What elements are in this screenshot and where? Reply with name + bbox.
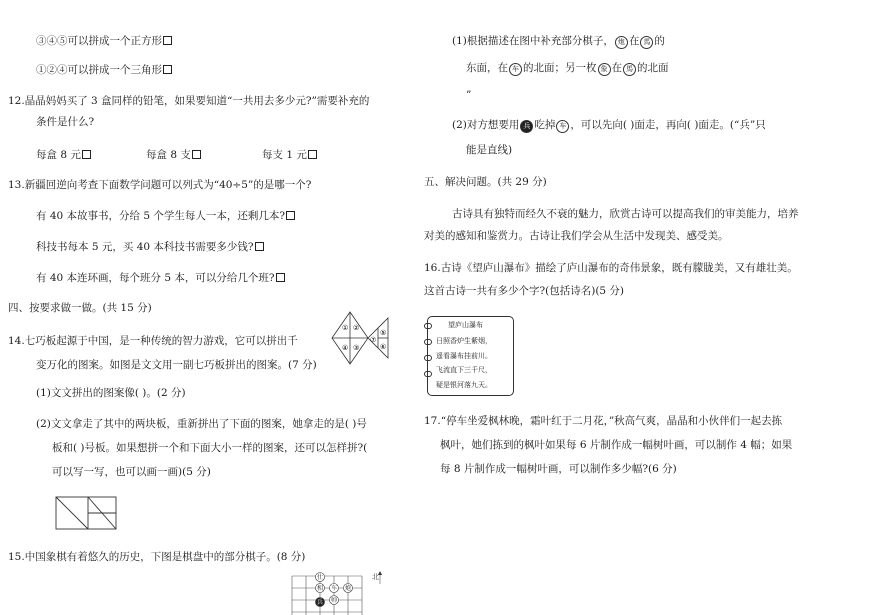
piece-ma-icon: 馬 — [640, 36, 653, 49]
chess-piece: 车 — [330, 585, 338, 592]
question-14-2: (2)文文拿走了其中的两块板，重新拼出了下面的图案，她拿走的是( )号 — [36, 418, 367, 430]
option-triangle — [36, 63, 172, 77]
checkbox[interactable] — [82, 150, 91, 159]
question-14-cont: 变万化的图案。如图是文文用一副七巧板拼出的图案。(7 分) — [36, 359, 317, 371]
closing-quote: ” — [466, 89, 472, 101]
question-17-cont: 枫叶，她们拣到的枫叶如果每 6 片制作成一幅树叶画，可以制作 4 幅；如果 — [440, 439, 793, 451]
question-16: 16.古诗《望庐山瀑布》描绘了庐山瀑布的奇伟景象，既有朦胧美，又有雄壮美。 — [424, 262, 798, 274]
piece-bing-icon: 兵 — [520, 120, 533, 133]
tangram-label: ③ — [353, 344, 360, 352]
chess-piece: 帅 — [330, 597, 338, 604]
checkbox[interactable] — [308, 150, 317, 159]
q13-option-3: 有 40 本连环画，每个班分 5 本，可以分给几个班? — [36, 271, 285, 285]
checkbox[interactable] — [276, 273, 285, 282]
question-14-2-cont: 板和( )号板。如果想拼一个和下面大小一样的图案，还可以怎样拼?( — [52, 442, 368, 454]
tangram-label: ④ — [342, 344, 349, 352]
question-16-cont: 这首古诗一共有多少个字?(包括诗名)(5 分) — [424, 285, 625, 297]
poem-line: 日照香炉生紫烟， — [436, 337, 492, 345]
question-17-cont2: 每 8 片制作成一幅树叶画，可以制作多少幅?(6 分) — [440, 463, 677, 475]
tangram-label: ⑦ — [370, 336, 377, 344]
tangram-label: ⑥ — [380, 343, 387, 351]
checkbox[interactable] — [163, 65, 172, 74]
section-4-title: 四、按要求做一做。(共 15 分) — [8, 302, 152, 314]
checkbox[interactable] — [192, 150, 201, 159]
piece-ma-icon: 馬 — [623, 63, 636, 76]
piece-xiang-icon: 象 — [598, 63, 611, 76]
checkbox[interactable] — [163, 36, 172, 45]
intro-line-2: 对美的感知和鉴赏力。古诗让我们学会从生活中发现美、感受美。 — [424, 230, 729, 242]
poem-line: 飞流直下三千尺， — [436, 366, 492, 374]
poem-title: 望庐山瀑布 — [448, 321, 483, 329]
piece-pao-icon: 炮 — [615, 36, 628, 49]
checkbox[interactable] — [286, 211, 295, 220]
option-text: ①②④可以拼成一个三角形 — [36, 64, 162, 76]
question-14: 14.七巧板起源于中国，是一种传统的智力游戏，它可以拼出千 — [8, 335, 298, 347]
question-14-2-cont2: 可以写一写，也可以画一画)(5 分) — [52, 466, 211, 478]
question-12: 12.晶晶妈妈买了 3 盒同样的铅笔，如果要知道“一共用去多少元?”需要补充的 — [8, 95, 370, 107]
question-15-2: (2)对方想要用 兵 吃掉 车 ，可以先向( )面走，再向( )面走。(“兵”只 — [452, 119, 766, 131]
chess-piece: 仕 — [316, 574, 324, 581]
tangram-fish-figure — [330, 308, 392, 368]
option-text: ③④⑤可以拼成一个正方形 — [36, 35, 162, 47]
checkbox[interactable] — [255, 242, 264, 251]
chess-piece: 相 — [316, 585, 324, 592]
q13-option-1: 有 40 本故事书，分给 5 个学生每人一本，还剩几本? — [36, 209, 295, 223]
north-label: 北 — [372, 573, 379, 581]
q12-option-2: 每盒 8 支 — [146, 148, 201, 162]
q12-option-3: 每支 1 元 — [262, 148, 317, 162]
intro-line-1: 古诗具有独特而经久不衰的魅力，欣赏古诗可以提高我们的审美能力，培养 — [452, 208, 799, 220]
question-15-1: (1)根据描述在图中补充部分棋子， 炮 在 馬 的 — [452, 35, 665, 47]
q12-option-1: 每盒 8 元 — [36, 148, 91, 162]
chess-board-fragment — [288, 570, 388, 615]
chess-piece: 炮 — [344, 585, 352, 592]
chess-piece: 兵 — [316, 599, 324, 606]
question-13: 13.新疆回逆向考查下面数学问题可以列式为“40÷5”的是哪一个? — [8, 179, 312, 191]
piece-che-icon: 车 — [556, 120, 569, 133]
question-14-1: (1)文文拼出的图案像( )。(2 分) — [36, 387, 186, 399]
q13-option-2: 科技书每本 5 元，买 40 本科技书需要多少钱? — [36, 240, 264, 254]
poem-card — [427, 316, 514, 396]
option-square — [36, 34, 172, 48]
question-12-cont: 条件是什么? — [36, 116, 95, 128]
question-15: 15.中国象棋有着悠久的历史，下图是棋盘中的部分棋子。(8 分) — [8, 551, 306, 563]
question-17: 17.“停车坐爱枫林晚，霜叶红于二月花，”秋高气爽，晶晶和小伙伴们一起去拣 — [424, 415, 783, 427]
tangram-label: ① — [342, 324, 349, 332]
poem-lines — [436, 334, 492, 392]
tangram-label: ② — [353, 324, 360, 332]
question-15-1-cont: 东面，在 车 的北面；另一枚 象 在 馬 的北面 — [466, 62, 669, 74]
binding-rings — [424, 323, 430, 389]
piece-che-icon: 车 — [509, 63, 522, 76]
tangram-label: ⑤ — [380, 329, 387, 337]
poem-line: 遥看瀑布挂前川。 — [436, 351, 492, 360]
section-5-title: 五、解决问题。(共 29 分) — [424, 176, 547, 188]
question-15-2-cont: 能是直线) — [466, 144, 513, 156]
tangram-rectangle-figure — [55, 496, 117, 530]
poem-line: 疑是银河落九天。 — [436, 380, 492, 389]
